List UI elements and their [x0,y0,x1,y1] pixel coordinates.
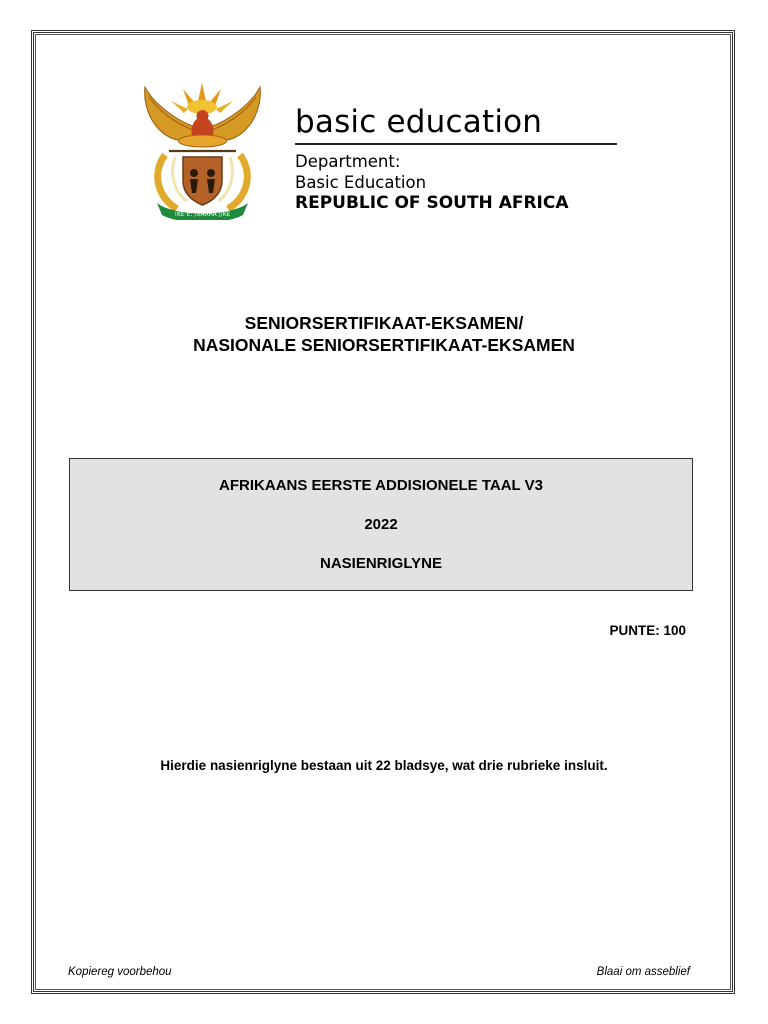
department-label: Department: [295,152,401,171]
subject-box [69,458,693,591]
brand-title: basic education [295,103,617,145]
subject-name: AFRIKAANS EERSTE ADDISIONELE TAAL V3 [219,477,543,494]
exam-title-line2: NASIONALE SENIORSERTIFIKAAT-EKSAMEN [193,335,575,355]
document-type: NASIENRIGLYNE [320,555,442,572]
exam-title [0,312,768,356]
crest-motto: !KE E: /XARRA //KE [174,211,231,218]
page-count-note: Hierdie nasienriglyne bestaan uit 22 bladsye, wat drie rubrieke insluit. [160,758,608,773]
exam-title-line1: SENIORSERTIFIKAAT-EKSAMEN/ [244,313,524,333]
shield [183,157,222,205]
turn-over-footer: Blaai om asseblief [596,966,690,978]
sun-rays [171,83,233,114]
total-points: PUNTE: 100 [609,623,686,638]
country-name: REPUBLIC OF SOUTH AFRICA [295,193,569,213]
brand-block [295,103,617,214]
coat-of-arms-logo [135,75,270,220]
copyright-footer: Kopiereg voorbehou [68,966,172,978]
exam-year: 2022 [364,516,398,533]
department-name: Basic Education [295,173,427,192]
